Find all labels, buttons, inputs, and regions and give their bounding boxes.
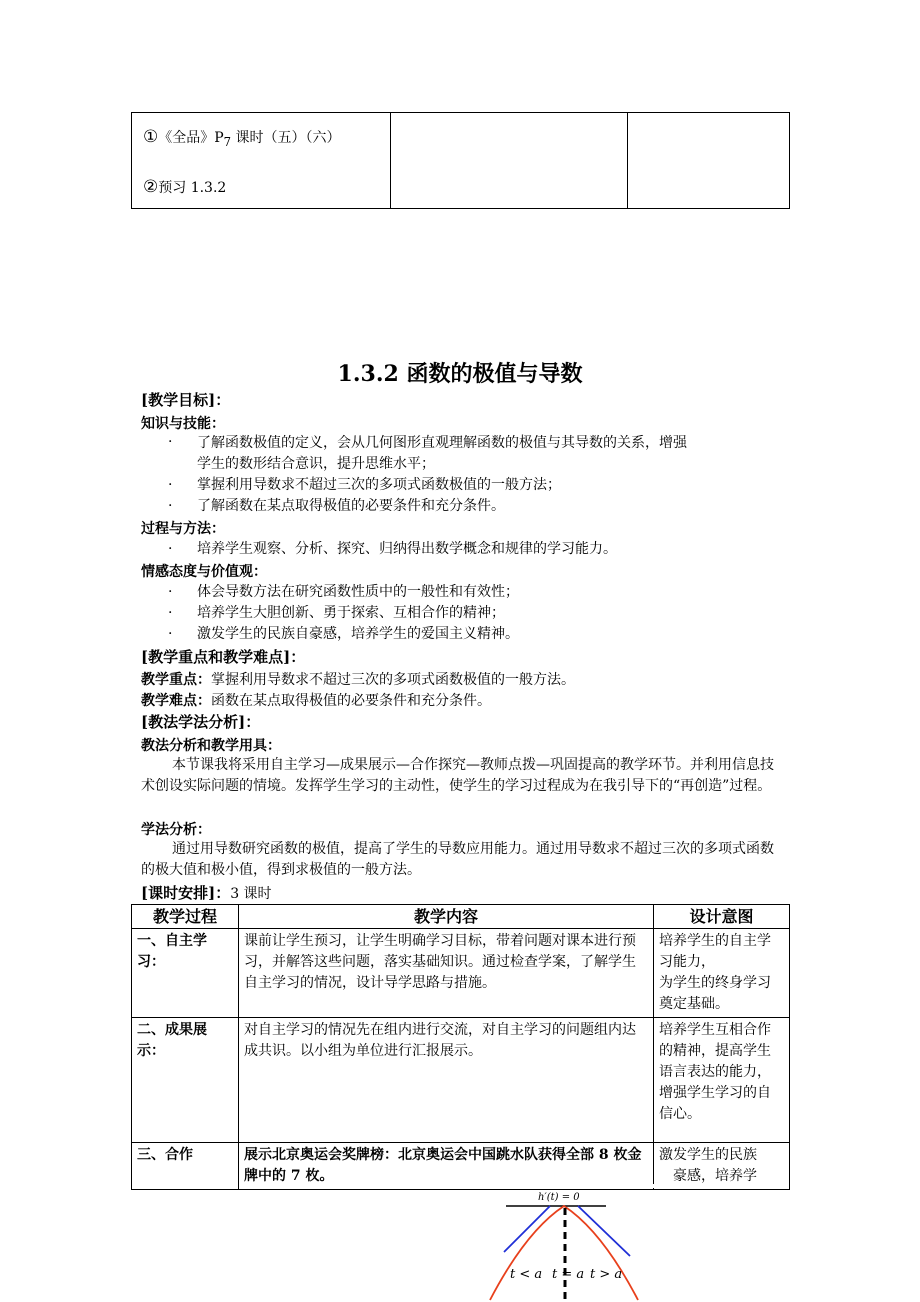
item-text: 预习 1.3.2 bbox=[158, 180, 227, 196]
row-intent bbox=[654, 1143, 790, 1190]
row-content: 展示北京奥运会奖牌榜：北京奥运会中国跳水队获得全部 8 枚金牌中的 7 枚。 bbox=[239, 1143, 654, 1190]
goals-heading: [教学目标]： bbox=[141, 391, 231, 409]
page-title: 1.3.2 函数的极值与导数 bbox=[337, 361, 583, 387]
mid-label: t = a bbox=[552, 1267, 585, 1282]
derivative-figure bbox=[486, 1186, 666, 1302]
intent-line: 豪感，培养学 bbox=[673, 1168, 757, 1184]
schedule bbox=[141, 882, 272, 903]
difficulty-point bbox=[141, 690, 491, 710]
bullet: · bbox=[168, 584, 173, 600]
item-number: ② bbox=[143, 177, 159, 197]
item-text-rest: 课时（五）（六） bbox=[231, 130, 341, 146]
focus-heading: [教学重点和教学难点]： bbox=[141, 648, 306, 666]
item-text: 《全品》P bbox=[158, 130, 224, 146]
top-table-cell-2 bbox=[391, 113, 628, 209]
bullet: · bbox=[168, 605, 173, 621]
top-label: h′(t) = 0 bbox=[538, 1192, 580, 1203]
top-table-cell-3 bbox=[628, 113, 790, 209]
top-table-cell-1 bbox=[132, 113, 391, 209]
method-heading: [教法学法分析]： bbox=[141, 713, 261, 731]
row-intent bbox=[654, 1018, 790, 1143]
process-item-1: 培养学生观察、分析、探究、归纳得出数学概念和规律的学习能力。 bbox=[197, 541, 617, 557]
right-label: t > a bbox=[590, 1267, 623, 1282]
key-point bbox=[141, 669, 575, 689]
table-row bbox=[132, 929, 790, 1018]
intent-line: 培养学生的自主学习能力， bbox=[659, 933, 771, 970]
item-subscript: 7 bbox=[223, 134, 232, 149]
teach-heading: 教法分析和教学用具： bbox=[141, 738, 281, 754]
bullet: · bbox=[168, 626, 173, 642]
top-item-2 bbox=[143, 177, 226, 197]
learn-paragraph: 通过用导数研究函数的极值，提高了学生的导数应用能力。通过用导数求不超过三次的多项式函数的极大值和极小值，得到求极值的一般方法。 bbox=[141, 841, 774, 878]
emotion-heading: 情感态度与价值观： bbox=[141, 564, 267, 580]
top-table bbox=[131, 112, 790, 209]
row-content: 对自主学习的情况先在组内进行交流，对自主学习的问题组内达成共识。以小组为单位进行汇报展示。 bbox=[239, 1018, 654, 1143]
key-label: 教学重点： bbox=[141, 672, 211, 688]
header-content: 教学内容 bbox=[239, 905, 654, 929]
diff-text: 函数在某点取得极值的必要条件和充分条件。 bbox=[211, 693, 491, 709]
table-header-row bbox=[132, 905, 790, 929]
teach-paragraph: 本节课我将采用自主学习—成果展示—合作探究—教师点拨—巩固提高的教学环节。并利用信息技术创设实际问题的情境。发挥学生学习的主动性，使学生的学习过程成为在我引导下的“再创造”过程。 bbox=[141, 757, 774, 794]
intent-line: 增强学生学习的自信心。 bbox=[659, 1085, 771, 1122]
row-stage: 三、合作 bbox=[132, 1143, 239, 1190]
right-tangent bbox=[578, 1206, 630, 1256]
header-process: 教学过程 bbox=[132, 905, 239, 929]
emotion-item-3: 激发学生的民族自豪感，培养学生的爱国主义精神。 bbox=[197, 626, 519, 642]
learn-heading: 学法分析： bbox=[141, 822, 211, 838]
bullet: · bbox=[168, 434, 173, 450]
left-tangent bbox=[504, 1206, 550, 1252]
bullet: · bbox=[168, 498, 173, 514]
row-intent bbox=[654, 929, 790, 1018]
bullet: · bbox=[168, 477, 173, 493]
intent-line: 激发学生的民族 bbox=[659, 1147, 757, 1163]
intent-line: 培养学生互相合作的精神，提高学生语言表达的能力， bbox=[659, 1022, 771, 1080]
emotion-item-2: 培养学生大胆创新、勇于探索、互相合作的精神； bbox=[197, 605, 505, 621]
knowledge-item-1: 了解函数极值的定义，会从几何图形直观理解函数的极值与其导数的关系，增强 bbox=[197, 435, 687, 451]
process-heading: 过程与方法： bbox=[141, 521, 225, 537]
schedule-value: 3 课时 bbox=[230, 886, 272, 902]
left-label: t < a bbox=[510, 1267, 543, 1282]
schedule-heading: [课时安排]： bbox=[141, 884, 231, 902]
row-content: 课前让学生预习，让学生明确学习目标，带着问题对课本进行预习，并解答这些问题，落实基础知识。通过检查学案，了解学生自主学习的情况，设计导学思路与措施。 bbox=[239, 929, 654, 1018]
table-row bbox=[132, 1143, 790, 1190]
header-intent: 设计意图 bbox=[654, 905, 790, 929]
top-item-1 bbox=[143, 127, 341, 149]
emotion-item-1: 体会导数方法在研究函数性质中的一般性和有效性； bbox=[197, 584, 519, 600]
row-stage: 二、成果展示： bbox=[132, 1018, 239, 1143]
bullet: · bbox=[168, 541, 173, 557]
table-row bbox=[132, 1018, 790, 1143]
item-number: ① bbox=[143, 127, 159, 147]
row-stage: 一、自主学习： bbox=[132, 929, 239, 1018]
key-text: 掌握利用导数求不超过三次的多项式函数极值的一般方法。 bbox=[211, 672, 575, 688]
diff-label: 教学难点： bbox=[141, 693, 211, 709]
knowledge-item-3: 了解函数在某点取得极值的必要条件和充分条件。 bbox=[197, 498, 505, 514]
knowledge-item-1-cont: 学生的数形结合意识，提升思维水平； bbox=[197, 456, 435, 472]
teaching-process-table bbox=[131, 904, 790, 1190]
intent-line: 为学生的终身学习奠定基础。 bbox=[659, 975, 771, 1012]
knowledge-item-2: 掌握利用导数求不超过三次的多项式函数极值的一般方法； bbox=[197, 477, 561, 493]
knowledge-heading: 知识与技能： bbox=[141, 416, 225, 432]
